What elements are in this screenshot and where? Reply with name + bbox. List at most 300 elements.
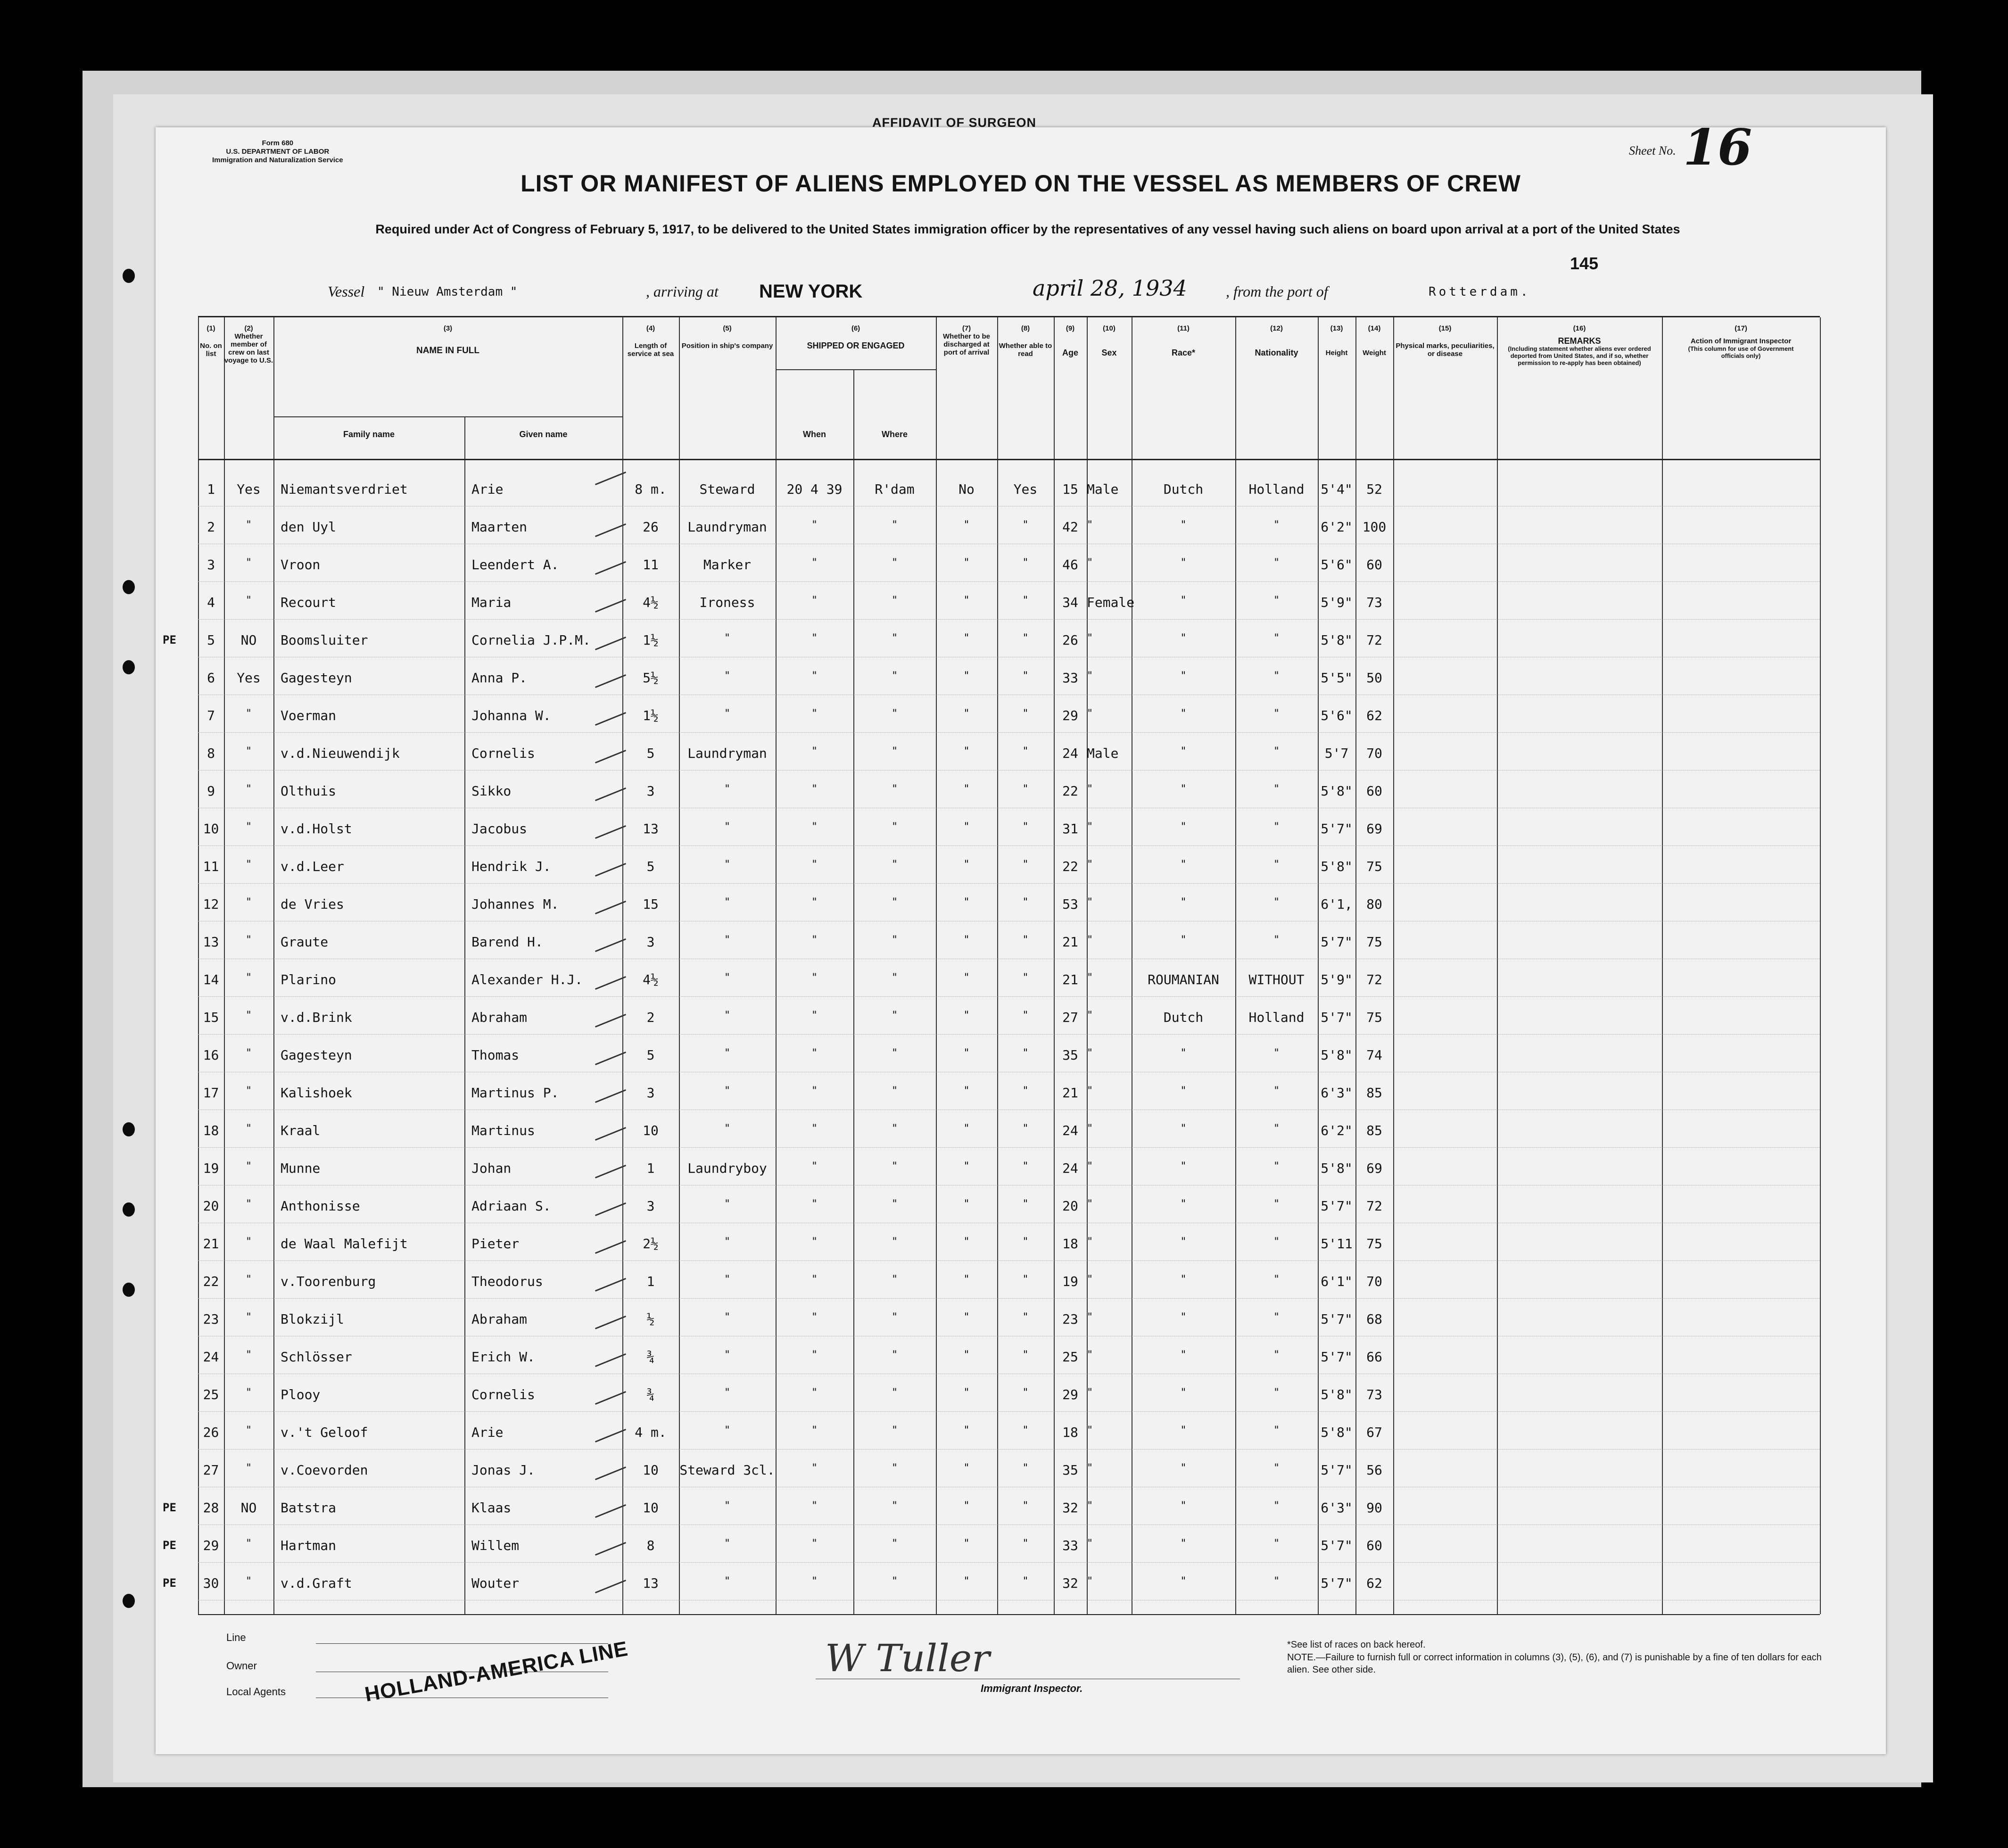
cell-age: 22 xyxy=(1062,783,1078,799)
cell-race: " xyxy=(1180,1500,1187,1512)
cell-crew: " xyxy=(245,595,252,606)
cell-position: " xyxy=(724,821,731,833)
cell-age: 24 xyxy=(1062,746,1078,761)
table-row xyxy=(198,1416,1820,1450)
cell-when: 20 4 39 xyxy=(786,481,843,497)
cell-sex: Male xyxy=(1087,746,1119,761)
cell-crew: " xyxy=(245,1123,252,1135)
cell-discharged: " xyxy=(963,934,970,946)
cell-family: Gagesteyn xyxy=(281,670,352,686)
service: Immigration and Naturalization Service xyxy=(212,156,343,164)
punch-hole xyxy=(123,1122,135,1136)
cell-service: 5 xyxy=(646,859,655,874)
cell-crew: " xyxy=(245,972,252,984)
cell-race: " xyxy=(1180,821,1187,833)
cell-race: " xyxy=(1180,1198,1187,1210)
cell-when: " xyxy=(811,1500,818,1512)
cell-height: 5'6" xyxy=(1321,708,1353,723)
cell-service: 1 xyxy=(646,1160,655,1176)
cell-sex: " xyxy=(1087,1236,1093,1248)
cell-race: " xyxy=(1180,1538,1187,1550)
cell-when: " xyxy=(811,1160,818,1172)
table-row xyxy=(198,662,1820,695)
cell-race: " xyxy=(1180,670,1187,682)
cell-read: " xyxy=(1022,1425,1029,1436)
cell-sex: " xyxy=(1087,1349,1093,1361)
cell-position: " xyxy=(724,896,731,908)
cell-weight: 74 xyxy=(1366,1047,1382,1063)
cell-where: " xyxy=(891,1047,898,1059)
affidavit-label: AFFIDAVIT OF SURGEON xyxy=(872,116,1036,130)
cell-when: " xyxy=(811,934,818,946)
col-1-header: (1) No. on list xyxy=(200,324,222,358)
cell-service: 26 xyxy=(643,519,659,535)
cell-sex: " xyxy=(1087,1123,1093,1135)
cell-sex: " xyxy=(1087,972,1093,984)
sheet-label: Sheet No. xyxy=(1629,144,1676,157)
cell-service: 8 m. xyxy=(635,481,667,497)
cell-when: " xyxy=(811,1425,818,1436)
cell-given: Thomas xyxy=(471,1047,520,1063)
cell-when: " xyxy=(811,972,818,984)
cell-position: " xyxy=(724,934,731,946)
col-9-header: (9) Age xyxy=(1062,324,1078,357)
cell-race: " xyxy=(1180,1085,1187,1097)
cell-crew: " xyxy=(245,557,252,569)
cell-no: 1 xyxy=(207,481,215,497)
cell-where: " xyxy=(891,670,898,682)
cell-no: 18 xyxy=(203,1123,219,1138)
cell-crew: NO xyxy=(240,632,257,648)
cell-age: 20 xyxy=(1062,1198,1078,1214)
cell-discharged: " xyxy=(963,859,970,870)
cell-service: 10 xyxy=(643,1123,659,1138)
cell-given: Johannes M. xyxy=(471,896,559,912)
cell-given: Anna P. xyxy=(471,670,528,686)
cell-nationality: " xyxy=(1273,783,1280,795)
cell-nationality: WITHOUT xyxy=(1248,972,1305,987)
cell-race: Dutch xyxy=(1163,1010,1204,1025)
cell-age: 35 xyxy=(1062,1047,1078,1063)
page-subtitle: Required under Act of Congress of February 5, 1917, to be delivered to the United States immigration officer by the representatives of any vessel having such aliens on board upon arrival at a port of the United States xyxy=(375,222,1680,236)
cell-when: " xyxy=(811,632,818,644)
cell-given: Jonas J. xyxy=(471,1462,535,1478)
cell-sex: " xyxy=(1087,934,1093,946)
cell-read: " xyxy=(1022,1123,1029,1135)
cell-family: Olthuis xyxy=(281,783,337,799)
cell-nationality: " xyxy=(1273,1575,1280,1587)
cell-nationality: " xyxy=(1273,934,1280,946)
cell-height: 5'6" xyxy=(1321,557,1353,572)
cell-no: 5 xyxy=(207,632,215,648)
cell-height: 5'7" xyxy=(1321,1198,1353,1214)
cell-nationality: " xyxy=(1273,1047,1280,1059)
punch-hole xyxy=(123,580,135,594)
cell-race: " xyxy=(1180,519,1187,531)
cell-age: 33 xyxy=(1062,670,1078,686)
cell-weight: 85 xyxy=(1366,1123,1382,1138)
cell-where: " xyxy=(891,1123,898,1135)
cell-position: " xyxy=(724,1349,731,1361)
table-row xyxy=(198,888,1820,921)
table-row xyxy=(198,1152,1820,1185)
cell-height: 5'4" xyxy=(1321,481,1353,497)
cell-weight: 69 xyxy=(1366,1160,1382,1176)
cell-position: " xyxy=(724,1387,731,1399)
cell-height: 5'7" xyxy=(1321,934,1353,950)
form-info xyxy=(212,139,343,165)
cell-discharged: " xyxy=(963,1047,970,1059)
arrival-date: april 28, 1934 xyxy=(1033,275,1187,301)
cell-family: v.d.Nieuwendijk xyxy=(281,746,400,761)
cell-height: 5'7" xyxy=(1321,821,1353,837)
table-row xyxy=(198,1227,1820,1261)
cell-position: " xyxy=(724,1274,731,1285)
cell-position: Marker xyxy=(703,557,752,572)
cell-race: " xyxy=(1180,1462,1187,1474)
cell-family: Graute xyxy=(281,934,329,950)
cell-service: 13 xyxy=(643,1575,659,1591)
from-port: Rotterdam. xyxy=(1429,285,1531,299)
cell-sex: " xyxy=(1087,1500,1093,1512)
cell-crew: " xyxy=(245,1538,252,1550)
table-row xyxy=(198,963,1820,997)
owner-label: Owner xyxy=(226,1660,257,1672)
cell-position: " xyxy=(724,1425,731,1436)
cell-weight: 50 xyxy=(1366,670,1382,686)
cell-position: Laundryboy xyxy=(687,1160,767,1176)
cell-crew: " xyxy=(245,1236,252,1248)
cell-given: Arie xyxy=(471,481,504,497)
cell-height: 5'11 xyxy=(1321,1236,1353,1251)
margin-note: PE xyxy=(163,633,176,646)
table-row xyxy=(198,473,1820,506)
cell-where: " xyxy=(891,1274,898,1285)
col-6-header: (6) SHIPPED OR ENGAGED xyxy=(807,324,905,350)
cell-read: " xyxy=(1022,1160,1029,1172)
cell-where: R'dam xyxy=(875,481,915,497)
cell-given: Theodorus xyxy=(471,1274,543,1289)
cell-weight: 75 xyxy=(1366,1010,1382,1025)
cell-height: 5'8" xyxy=(1321,1425,1353,1440)
cell-family: Boomsluiter xyxy=(281,632,368,648)
cell-sex: " xyxy=(1087,519,1093,531)
cell-race: Dutch xyxy=(1163,481,1204,497)
col-8-header: (8) Whether able to read xyxy=(999,324,1052,358)
cell-race: " xyxy=(1180,1274,1187,1285)
form-number: Form 680 xyxy=(262,139,294,147)
cell-weight: 62 xyxy=(1366,1575,1382,1591)
cell-read: " xyxy=(1022,783,1029,795)
cell-discharged: " xyxy=(963,1198,970,1210)
cell-service: 3 xyxy=(646,1198,655,1214)
cell-family: Anthonisse xyxy=(281,1198,360,1214)
cell-family: Vroon xyxy=(281,557,321,572)
table-row xyxy=(198,926,1820,959)
cell-when: " xyxy=(811,1198,818,1210)
cell-race: " xyxy=(1180,896,1187,908)
cell-sex: " xyxy=(1087,1311,1093,1323)
cell-when: " xyxy=(811,859,818,870)
cell-height: 5'5" xyxy=(1321,670,1353,686)
cell-read: " xyxy=(1022,1010,1029,1021)
cell-family: Munne xyxy=(281,1160,321,1176)
cell-read: " xyxy=(1022,746,1029,757)
cell-no: 4 xyxy=(207,595,215,610)
arriving-port: NEW YORK xyxy=(759,281,863,302)
cell-position: " xyxy=(724,1085,731,1097)
cell-height: 5'8" xyxy=(1321,783,1353,799)
cell-read: " xyxy=(1022,632,1029,644)
cell-when: " xyxy=(811,1349,818,1361)
cell-family: v.d.Graft xyxy=(281,1575,352,1591)
cell-position: " xyxy=(724,1575,731,1587)
cell-when: " xyxy=(811,670,818,682)
cell-discharged: " xyxy=(963,821,970,833)
cell-given: Hendrik J. xyxy=(471,859,551,874)
cell-sex: Male xyxy=(1087,481,1119,497)
cell-service: 13 xyxy=(643,821,659,837)
cell-weight: 62 xyxy=(1366,708,1382,723)
cell-age: 21 xyxy=(1062,972,1078,987)
cell-age: 35 xyxy=(1062,1462,1078,1478)
table-row xyxy=(198,586,1820,620)
cell-no: 19 xyxy=(203,1160,219,1176)
cell-discharged: " xyxy=(963,1311,970,1323)
cell-weight: 80 xyxy=(1366,896,1382,912)
cell-position: " xyxy=(724,783,731,795)
cell-no: 15 xyxy=(203,1010,219,1025)
cell-position: " xyxy=(724,1538,731,1550)
cell-discharged: " xyxy=(963,1160,970,1172)
cell-nationality: Holland xyxy=(1248,1010,1305,1025)
cell-crew: " xyxy=(245,1010,252,1021)
cell-sex: " xyxy=(1087,783,1093,795)
cell-weight: 60 xyxy=(1366,557,1382,572)
cell-age: 29 xyxy=(1062,708,1078,723)
cell-service: ¾ xyxy=(646,1387,655,1402)
cell-given: Adriaan S. xyxy=(471,1198,551,1214)
cell-height: 6'3" xyxy=(1321,1500,1353,1516)
cell-no: 24 xyxy=(203,1349,219,1365)
cell-service: 8 xyxy=(646,1538,655,1553)
cell-when: " xyxy=(811,783,818,795)
agents-label: Local Agents xyxy=(226,1686,286,1698)
cell-sex: " xyxy=(1087,821,1093,833)
cell-service: 2 xyxy=(646,1010,655,1025)
cell-nationality: " xyxy=(1273,1160,1280,1172)
cell-nationality: " xyxy=(1273,1236,1280,1248)
cell-age: 19 xyxy=(1062,1274,1078,1289)
cell-read: " xyxy=(1022,1349,1029,1361)
col-10-header: (10) Sex xyxy=(1101,324,1117,357)
stamp-number: 145 xyxy=(1570,254,1599,273)
cell-when: " xyxy=(811,896,818,908)
cell-discharged: " xyxy=(963,1274,970,1285)
cell-read: " xyxy=(1022,934,1029,946)
cell-given: Martinus P. xyxy=(471,1085,559,1101)
cell-read: " xyxy=(1022,1538,1029,1550)
given-name-header: Given name xyxy=(519,430,568,439)
cell-no: 3 xyxy=(207,557,215,572)
cell-position: " xyxy=(724,632,731,644)
cell-read: " xyxy=(1022,1462,1029,1474)
cell-weight: 67 xyxy=(1366,1425,1382,1440)
table-row xyxy=(198,1114,1820,1148)
cell-height: 5'7" xyxy=(1321,1010,1353,1025)
cell-race: " xyxy=(1180,746,1187,757)
cell-age: 26 xyxy=(1062,632,1078,648)
col-17-header: (17) Action of Immigrant Inspector (This column for use of Government officials only) xyxy=(1688,324,1794,359)
cell-no: 9 xyxy=(207,783,215,799)
cell-weight: 70 xyxy=(1366,1274,1382,1289)
cell-position: " xyxy=(724,1500,731,1512)
table-row xyxy=(198,1001,1820,1035)
cell-given: Erich W. xyxy=(471,1349,535,1365)
cell-crew: " xyxy=(245,1085,252,1097)
col-13-header: (13) Height xyxy=(1325,324,1348,357)
cell-family: de Waal Malefijt xyxy=(281,1236,408,1251)
cell-sex: " xyxy=(1087,1198,1093,1210)
cell-crew: " xyxy=(245,746,252,757)
cell-weight: 69 xyxy=(1366,821,1382,837)
cell-discharged: " xyxy=(963,557,970,569)
cell-given: Leendert A. xyxy=(471,557,559,572)
punch-hole xyxy=(123,269,135,283)
cell-crew: " xyxy=(245,1198,252,1210)
cell-service: 3 xyxy=(646,783,655,799)
cell-nationality: " xyxy=(1273,1425,1280,1436)
cell-where: " xyxy=(891,1462,898,1474)
cell-given: Maarten xyxy=(471,519,528,535)
cell-discharged: " xyxy=(963,1500,970,1512)
cell-sex: " xyxy=(1087,1575,1093,1587)
cell-no: 6 xyxy=(207,670,215,686)
cell-crew: " xyxy=(245,1047,252,1059)
cell-service: 10 xyxy=(643,1462,659,1478)
family-name-header: Family name xyxy=(343,430,395,439)
cell-no: 27 xyxy=(203,1462,219,1478)
table-row xyxy=(163,1567,1820,1600)
col-3-header: (3) NAME IN FULL xyxy=(416,324,480,356)
cell-weight: 68 xyxy=(1366,1311,1382,1327)
cell-sex: " xyxy=(1087,1160,1093,1172)
cell-age: 34 xyxy=(1062,595,1078,610)
cell-when: " xyxy=(811,1047,818,1059)
cell-when: " xyxy=(811,1085,818,1097)
table-row xyxy=(198,775,1820,808)
cell-service: 5 xyxy=(646,746,655,761)
cell-where: " xyxy=(891,1010,898,1021)
cell-family: Hartman xyxy=(281,1538,337,1553)
cell-position: " xyxy=(724,708,731,720)
cell-race: " xyxy=(1180,595,1187,606)
cell-when: " xyxy=(811,1311,818,1323)
cell-discharged: No xyxy=(959,481,975,497)
cell-sex: " xyxy=(1087,1538,1093,1550)
cell-no: 20 xyxy=(203,1198,219,1214)
cell-service: 2½ xyxy=(643,1236,659,1251)
cell-race: " xyxy=(1180,1575,1187,1587)
cell-age: 31 xyxy=(1062,821,1078,837)
cell-service: 1½ xyxy=(643,708,659,723)
cell-nationality: " xyxy=(1273,632,1280,644)
inspector-label: Immigrant Inspector. xyxy=(981,1682,1083,1694)
cell-no: 30 xyxy=(203,1575,219,1591)
cell-weight: 52 xyxy=(1366,481,1382,497)
cell-weight: 72 xyxy=(1366,1198,1382,1214)
col-12-header: (12) Nationality xyxy=(1255,324,1298,357)
cell-position: Ironess xyxy=(699,595,755,610)
cell-when: " xyxy=(811,519,818,531)
cell-no: 29 xyxy=(203,1538,219,1553)
cell-family: v.'t Geloof xyxy=(281,1425,368,1440)
cell-race: " xyxy=(1180,934,1187,946)
cell-discharged: " xyxy=(963,1085,970,1097)
cell-read: " xyxy=(1022,1500,1029,1512)
cell-age: 32 xyxy=(1062,1575,1078,1591)
cell-nationality: " xyxy=(1273,1500,1280,1512)
cell-sex: Female xyxy=(1087,595,1135,610)
cell-family: v.Toorenburg xyxy=(281,1274,376,1289)
cell-weight: 75 xyxy=(1366,859,1382,874)
cell-age: 21 xyxy=(1062,934,1078,950)
cell-when: " xyxy=(811,595,818,606)
cell-family: Recourt xyxy=(281,595,337,610)
cell-when: " xyxy=(811,557,818,569)
cell-read: " xyxy=(1022,670,1029,682)
table-row xyxy=(198,1190,1820,1223)
cell-service: ½ xyxy=(646,1311,655,1327)
punch-hole xyxy=(123,1202,135,1217)
cell-where: " xyxy=(891,934,898,946)
cell-height: 5'7" xyxy=(1321,1349,1353,1365)
cell-crew: " xyxy=(245,783,252,795)
cell-nationality: " xyxy=(1273,1198,1280,1210)
cell-service: 11 xyxy=(643,557,659,572)
cell-where: " xyxy=(891,1236,898,1248)
cell-sex: " xyxy=(1087,896,1093,908)
cell-read: " xyxy=(1022,896,1029,908)
cell-no: 28 xyxy=(203,1500,219,1516)
cell-crew: " xyxy=(245,1387,252,1399)
cell-given: Alexander H.J. xyxy=(471,972,583,987)
cell-when: " xyxy=(811,708,818,720)
cell-given: Klaas xyxy=(471,1500,512,1516)
cell-service: 5½ xyxy=(643,670,659,686)
cell-where: " xyxy=(891,972,898,984)
cell-read: Yes xyxy=(1013,481,1038,497)
cell-crew: " xyxy=(245,1462,252,1474)
cell-nationality: " xyxy=(1273,1311,1280,1323)
cell-given: Martinus xyxy=(471,1123,535,1138)
cell-given: Cornelis xyxy=(471,1387,535,1402)
cell-nationality: " xyxy=(1273,896,1280,908)
table-row xyxy=(198,1341,1820,1374)
cell-sex: " xyxy=(1087,1387,1093,1399)
cell-where: " xyxy=(891,595,898,606)
cell-when: " xyxy=(811,821,818,833)
punch-hole xyxy=(123,1283,135,1297)
cell-race: ROUMANIAN xyxy=(1148,972,1219,987)
cell-read: " xyxy=(1022,519,1029,531)
cell-no: 26 xyxy=(203,1425,219,1440)
cell-crew: " xyxy=(245,1311,252,1323)
manifest-page xyxy=(156,116,1886,1754)
cell-nationality: " xyxy=(1273,595,1280,606)
cell-sex: " xyxy=(1087,1274,1093,1285)
cell-read: " xyxy=(1022,1047,1029,1059)
